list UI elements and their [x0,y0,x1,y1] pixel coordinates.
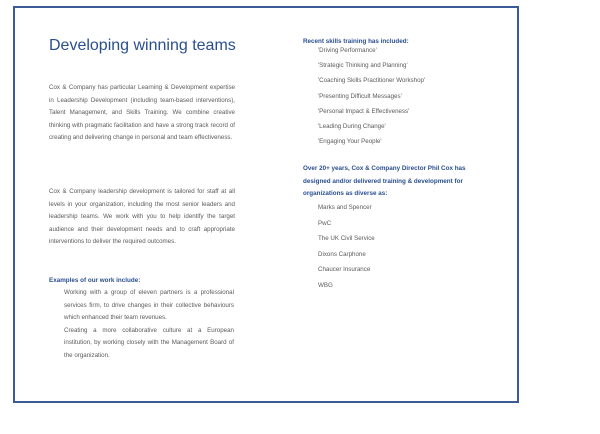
intro-paragraph: Cox & Company has particular Learning & Development expertise in Leadership Development (including team-based interventions), Talent Management, and Skills Training. We combine creative thinking with pragmatic facilitation and have a strong track record of creating and delivering change in personal and team effectiveness. [49,84,235,141]
recent-training-list [318,43,425,149]
list-item: The UK Civil Service [318,235,375,242]
leadership-paragraph: Cox & Company leadership development is tailored for staff at all levels in your organization, including the most senior leaders and leadership teams. We work with you to help identify the target audience and their development needs and to craft appropriate interventions to deliver the required outcomes. [49,188,235,245]
list-item: 'Engaging Your People' [318,138,382,146]
example-item: Creating a more collaborative culture at a European institution, by working closely with the Management Board of the organization. [64,326,234,359]
director-heading: Over 20+ years, Cox & Company Director Phil Cox has designed and/or delivered training & development for organizations as diverse as: [303,165,466,198]
page-title: Developing winning teams [49,37,236,54]
list-item: PwC [318,219,332,227]
list-item: 'Driving Performance' [318,47,377,54]
list-item: 'Presenting Difficult Messages' [318,92,402,100]
list-item: 'Personal Impact & Effectiveness' [318,107,410,115]
list-item: 'Leading During Change' [318,122,386,130]
list-item: WBG [318,281,333,289]
list-item: Chaucer Insurance [318,266,371,273]
organizations-list [318,200,375,293]
list-item: 'Strategic Thinking and Planning' [318,62,408,70]
list-item: Dixons Carphone [318,250,366,258]
list-item: Marks and Spencer [318,204,372,211]
examples-heading: Examples of our work include: [49,277,141,284]
list-item: 'Coaching Skills Practitioner Workshop' [318,77,426,85]
examples-list [64,287,234,362]
recent-training-heading: Recent skills training has included: [303,38,409,45]
example-item: Working with a group of eleven partners is a professional services firm, to drive changes in their collective behaviours which enhanced their team revenues. [64,289,234,321]
